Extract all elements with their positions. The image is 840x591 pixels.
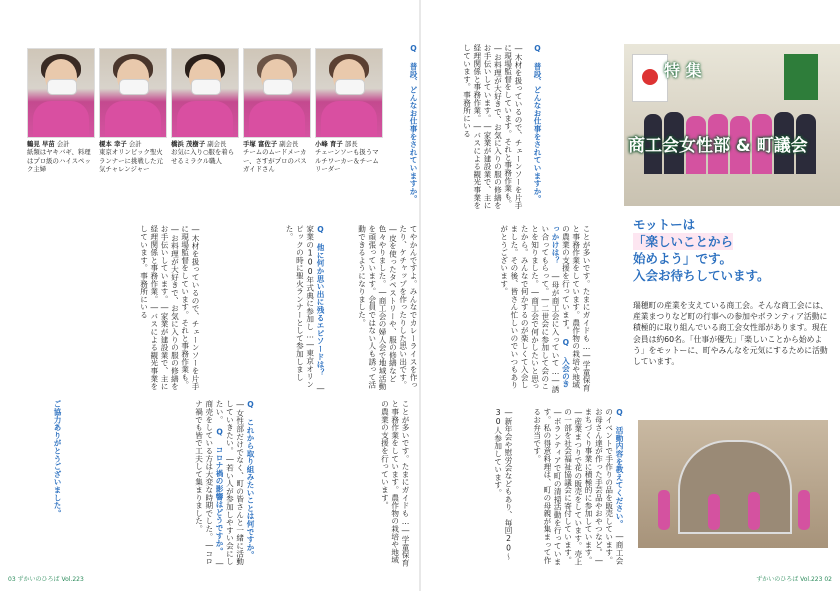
member-caption-2: 榎本 幸子 会計 東京オリンピック聖火ランナーに挑戦した元気チャレンジャー: [99, 140, 163, 173]
closing-thanks: ご協力ありがとうございました。: [53, 400, 62, 517]
member-photo-2: [99, 48, 167, 138]
interview-column-3: Q 他に何か思い出に残るエピソードは？ ―家業の100年式典に参加し…―東京オリンピックの時に聖火ランナーとして参加しました。: [285, 225, 325, 394]
member-photo-1: [27, 48, 95, 138]
member-photo-3: [171, 48, 239, 138]
member-photo-4: [243, 48, 311, 138]
interview-column-5: ことが多いです。たまにガイドも…―学童保育と事務作業をしています。農作物の栽培や地域の農業の支援を行っています。: [380, 400, 410, 567]
interview-column-2: てやかんですよ。みんなでカレーライスを作ったり、ケチャップを作ったりした思い出です。―皮を使ったタペストリーや、服の修繕など色々やりました。―商工会の婦人会で地域活動を頑張っています。会員ではない人も誘って活動できるようになりました。: [357, 225, 418, 391]
member-caption-3: 橋浜 茂樹子 副会長 お気に入り○服を着らせるミラクル職人: [171, 140, 235, 165]
left-page-footer: 03 ずかいのひろば Vol.223: [8, 576, 84, 583]
slogan: [633, 216, 833, 284]
right-page-footer: ずかいのひろば Vol.223 02: [756, 576, 832, 583]
activity-column: Q 活動内容を教えてください。 ―商工会のイベントで手作りの品を販売しています。お母さん達が作った手芸品やおやつなど。―まちづくり事業に積極的に参加しています。―産業まつりで花の販売をしています。売上の一部を社会福祉協議会に寄付しています。―ボランティアで町の清掃活動を行っています。私の得意料理は、町の母親が集まって作るお弁当です。: [532, 408, 624, 566]
member-caption-4: 手塚 富佐子 副会長 チームのムードメーカー、さすがプロのパスガイドさん: [243, 140, 307, 173]
right-page: [421, 0, 840, 591]
member-caption-1: 鶴見 早苗 会計 紙類はヤキバギ、料理はプロ級のハイスペック主婦: [27, 140, 91, 173]
slogan-line-1: モットーは: [633, 217, 696, 232]
interview-column-1: Q 普段、どんなお仕事をされていますか。: [409, 44, 418, 203]
right-column-q: Q 普段、どんなお仕事をされていますか。: [533, 44, 542, 203]
event-photo: [638, 420, 828, 548]
slogan-line-3: 始めよう」です。: [633, 251, 733, 266]
activity-column-end: ―新年会や慰労会などもあり、毎回20〜30人参加しています。: [493, 408, 513, 561]
right-column-a: ―木材を扱っているので、チェーンソーを片手に現場監督をしています。それと事務作業も。―お料理が大好きで、お気に入りの服の修繕をお手伝いしています。―家業が建設業で、主に経理関係と事務作業。―バスによる観光事業をしています。事務所にいる: [462, 44, 523, 210]
slogan-line-4: 入会お待ちしています。: [633, 268, 770, 283]
intro-text: 瑞穂町の産業を支えている商工会。そんな商工会には、産業まつりなど町の行事への参加やボランティア活動に積極的に取り組んでいる商工会女性部があります。現在会員は約60名。「仕事が優先」「楽しいことから始めよう」をモットーに、町やみんなを元気にするために活動しています。: [633, 301, 828, 367]
interview-column-4: ―木材を扱っているので、チェーンソーを片手に現場監督をしています。それと事務作業も。―お料理が大好きで、お気に入りの服の修繕をお手伝いしています。―家業が建設業で、主に経理関係と事務作業。―バスによる観光事業をしています。事務所にいる: [139, 225, 200, 391]
member-photo-5: [315, 48, 383, 138]
member-caption-5: 小峰 育子 部長 チェーンソーも扱うマルチワーカー＆チームリーダー: [315, 140, 379, 173]
headline: 商工会女性部 & 町議会: [628, 136, 808, 156]
feature-photo: [624, 44, 840, 206]
feature-label: 特 集: [664, 61, 702, 80]
right-column-b: ことが多いです。たまにガイドも…―学童保育と事務作業をしています。農作物の栽培や地域の農業の支援を行っています。 Q 入会のきっかけは？ ―母が商工会に入っていて…―誘い合ってもらって。―二世会に参加して会のことを知りました。―商工会で何かしたいと思ったから。みんなで何かするのが楽しくて入会しました。その後、皆さん忙しいのでいつもありがとうございます。: [499, 225, 591, 394]
interview-column-6: Q これから取り組みたいことは何ですか。 ―女性部だけでなく、町の皆さんと一緒に活動していきたい。―若い人が参加しやすい会にしたい。 Q コロナ禍の影響はどうですか。 ―商売をしている方は大変な時期でした。―コロナ禍でも皆で工夫して集まりました。: [194, 400, 255, 569]
slogan-line-2: 「楽しいことから: [633, 234, 734, 249]
